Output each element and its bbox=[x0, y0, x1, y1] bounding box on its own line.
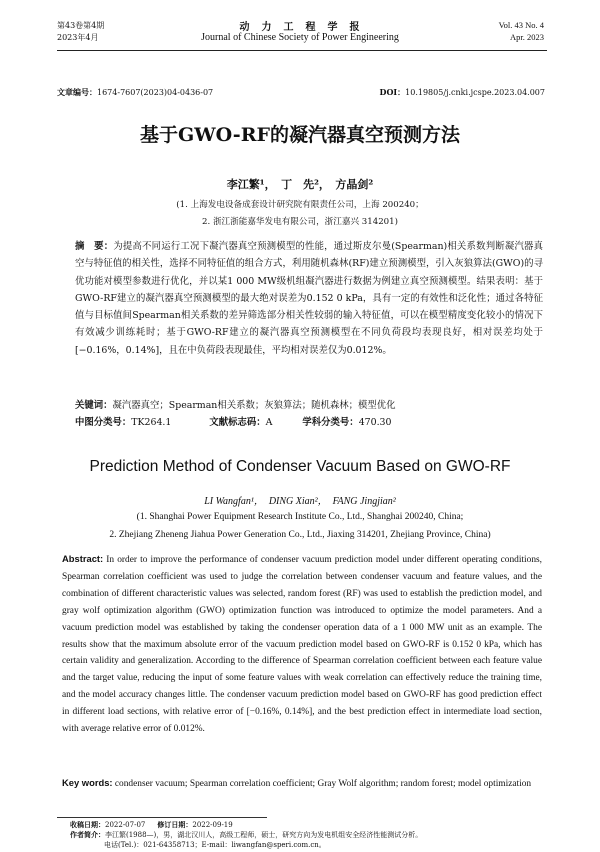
abstract-en-label: Abstract: bbox=[62, 553, 104, 564]
received-date: 2022-07-07 bbox=[105, 821, 146, 829]
title-en: Prediction Method of Condenser Vacuum Based on GWO-RF bbox=[89, 458, 511, 475]
header-journal-cn: 动 力 工 程 学 报 bbox=[239, 22, 361, 33]
affiliation-en-2: 2. Zhejiang Zheneng Jiahua Power Generation Co., Ltd., Jiaxing 314201, Zhejiang Province, China) bbox=[109, 530, 491, 540]
revised-date: 2022-09-19 bbox=[192, 821, 233, 829]
abstract-cn bbox=[75, 238, 543, 359]
clc-label: 中图分类号： bbox=[75, 417, 132, 428]
keywords-en bbox=[62, 775, 542, 793]
authors-cn: 李江繁¹， 丁 先²， 方晶剑² bbox=[226, 178, 374, 191]
article-id-line bbox=[57, 87, 213, 98]
author-bio-label: 作者简介： bbox=[70, 830, 105, 839]
abstract-en bbox=[62, 551, 542, 738]
footnote-dates bbox=[70, 820, 233, 830]
authors-en: LI Wangfan¹， DING Xian²， FANG Jingjian² bbox=[204, 496, 396, 507]
keywords-cn bbox=[75, 397, 543, 414]
doc-code: A bbox=[265, 417, 273, 428]
keywords-cn-label: 关键词： bbox=[75, 400, 113, 411]
subject-code: 470.30 bbox=[358, 417, 392, 428]
author-bio: 李江繁(1988—)，男，湖北汉川人，高级工程师，硕士，研究方向为发电机组安全经济性能测试分析。 bbox=[105, 831, 423, 839]
article-id-label: 文章编号： bbox=[57, 87, 97, 97]
header-date-en: Apr. 2023 bbox=[510, 32, 544, 42]
revised-label: 修订日期： bbox=[157, 820, 193, 829]
keywords-en-text: condenser vacuum; Spearman correlation coefficient; Gray Wolf algorithm; random forest; model optimization bbox=[114, 779, 532, 789]
header-volume-en: Vol. 43 No. 4 bbox=[498, 20, 544, 30]
header-date: 2023年4月 bbox=[57, 33, 99, 42]
doc-code-label: 文献标志码： bbox=[209, 417, 266, 428]
classification-line bbox=[75, 414, 392, 431]
footnote-rule bbox=[57, 817, 267, 818]
keywords-cn-text: 凝汽器真空；Spearman相关系数；灰狼算法；随机森林；模型优化 bbox=[112, 400, 396, 411]
header-rule bbox=[57, 50, 547, 51]
doi-label: DOI： bbox=[379, 87, 406, 97]
abstract-cn-text: 为提高不同运行工况下凝汽器真空预测模型的性能，通过斯皮尔曼(Spearman)相关系数判断凝汽器真空与特征值的相关性，选择不同特征值的组合方式，利用随机森林(RF)建立预测模型，引入灰狼算法(GWO)的寻优功能对模型参数进行优化，并以某1 000 MW级机组凝汽器进行数据为例建立真空预测模型。结果表明：基于GWO-RF建立的凝汽器真空预测模型的最大绝对误差为0.152 0 kPa，具有一定的有效性和泛化性；通过各特征值与目标值间Spearman相关系数的差异筛选部分相关性较弱的输入特征值，可以在模型精度变化较小的情况下有效减少训练耗时；基于GWO-RF建立的凝汽器真空预测模型在不同负荷段均表现良好，相对误差均处于[−0.16%，0.14%]，且在中负荷段表现最佳，平均相对误差仅为0.012%。 bbox=[75, 241, 543, 356]
received-label: 收稿日期： bbox=[70, 820, 105, 829]
doi-line bbox=[380, 87, 546, 98]
abstract-cn-label: 摘 要： bbox=[75, 241, 114, 252]
article-id: 1674-7607(2023)04-0436-07 bbox=[97, 88, 214, 97]
header-volume: 第43卷第4期 bbox=[57, 21, 105, 30]
affiliation-cn-1: (1. 上海发电设备成套设计研究院有限责任公司，上海 200240； bbox=[176, 200, 424, 210]
title-cn: 基于GWO-RF的凝汽器真空预测方法 bbox=[140, 124, 460, 146]
keywords-en-label: Key words: bbox=[62, 777, 113, 788]
doi: 10.19805/j.cnki.jcspe.2023.04.007 bbox=[405, 88, 545, 97]
affiliation-cn-2: 2. 浙江浙能嘉华发电有限公司，浙江嘉兴 314201) bbox=[202, 217, 398, 227]
header-journal-en: Journal of Chinese Society of Power Engineering bbox=[201, 32, 399, 43]
affiliation-en-1: (1. Shanghai Power Equipment Research Institute Co., Ltd., Shanghai 200240, China; bbox=[136, 512, 464, 522]
clc-code: TK264.1 bbox=[131, 417, 172, 428]
footnote-contact: 电话(Tel.)：021-64358713；E-mail：liwangfan@speri.com.cn。 bbox=[104, 841, 326, 849]
footnote-author bbox=[70, 830, 422, 840]
subject-label: 学科分类号： bbox=[302, 417, 359, 428]
abstract-en-text: In order to improve the performance of condenser vacuum prediction model under different operating conditions, Spearman correlation coefficient was used to judge the correlation between condenser vacuum and feature values, and the combination of different characteristic values was selected, random forest (RF) was used to establish the prediction model, and gray wolf optimization algorithm (GWO) optimization function was introduced to optimize the model parameters. And a vacuum prediction model was established by taking the condenser operation data of a 1 000 MW unit as an example. The results show that the maximum absolute error of the vacuum prediction model based on GWO-RF is 0.152 0 kPa, which has certain validity and generalization. According to the difference of Spearman correlation coefficient between each feature value and the target value, reducing the input of some feature values with weak correlation can effectively reduce the training time, and the model accuracy changes little. The condenser vacuum prediction model based on GWO-RF has good prediction effect in different load sections, with relative error of [−0.16%, 0.14%], and the best prediction effect in intermediate load section, with average relative error of 0.012%. bbox=[62, 555, 543, 735]
